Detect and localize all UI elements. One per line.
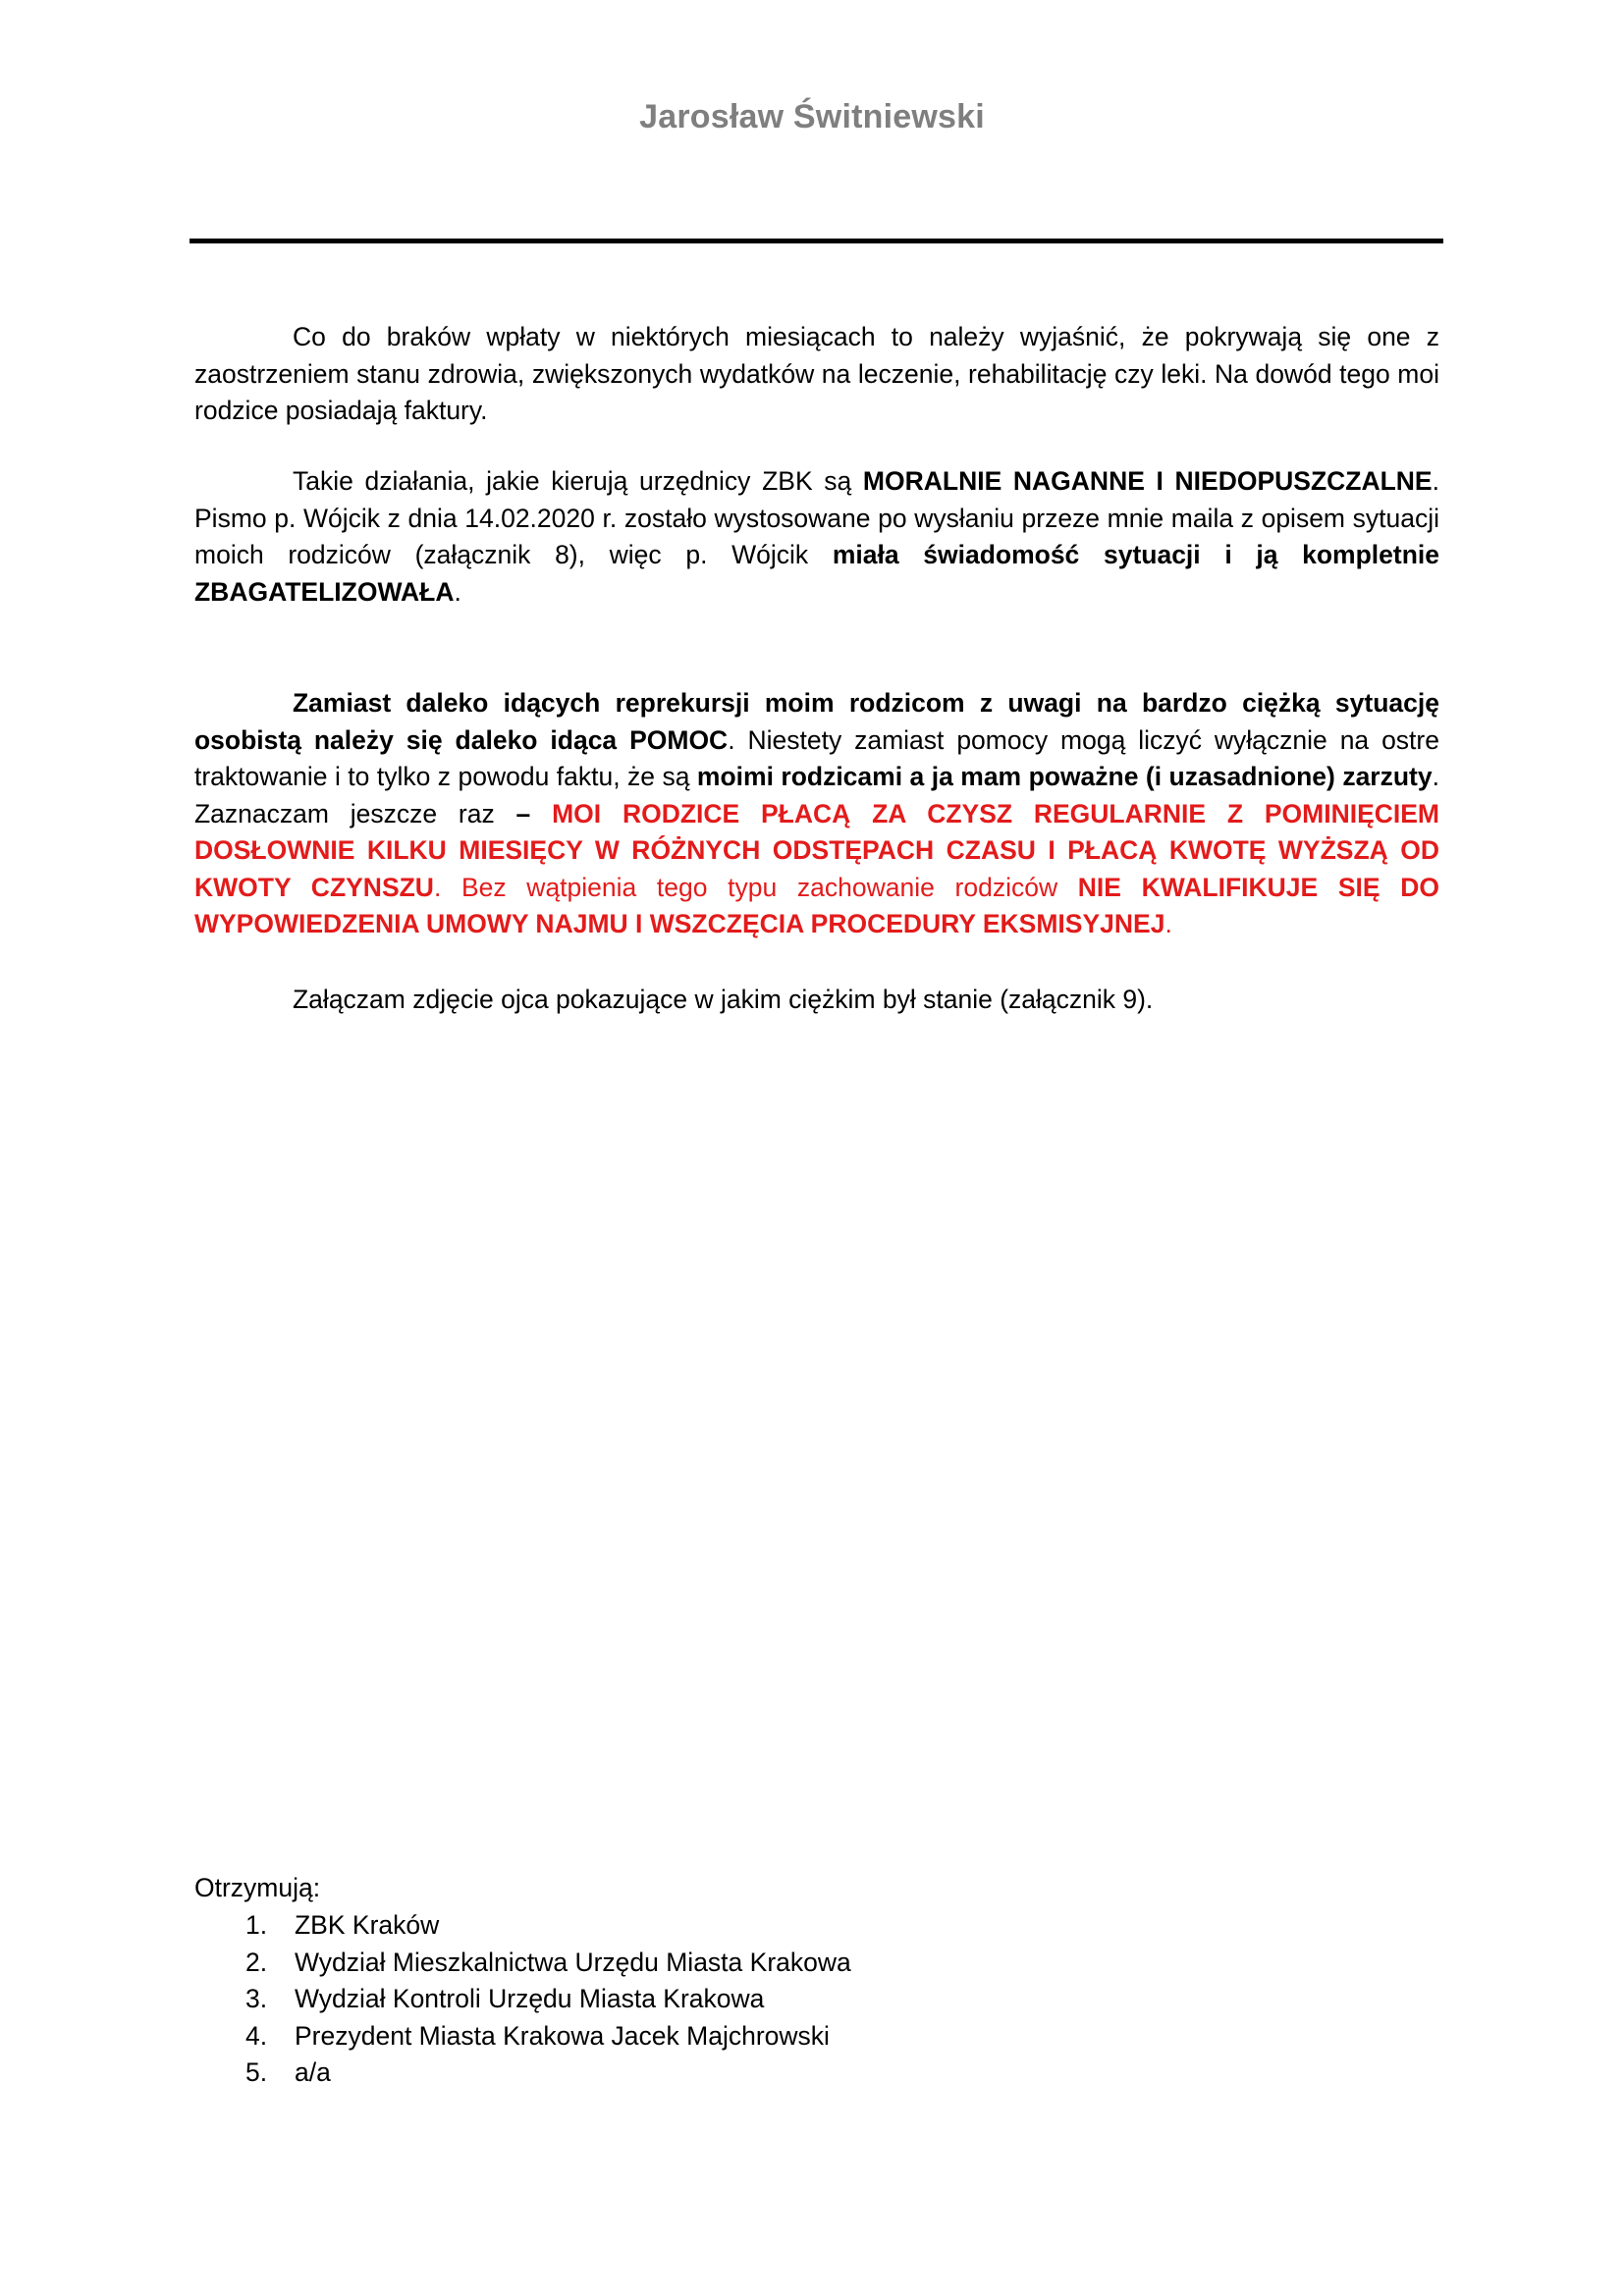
paragraph-2-bold: MORALNIE NAGANNE I NIEDOPUSZCZALNE <box>862 466 1433 496</box>
paragraph-3-text: . Zaznaczam jeszcze raz <box>194 762 1439 828</box>
recipient-item <box>194 1981 851 2018</box>
paragraph-3-text: . Niestety zamiast pomocy mogą liczyć wyłącznie na ostre traktowanie i to tylko z powodu faktu, że są <box>194 724 1439 791</box>
recipients-list <box>194 1907 851 2092</box>
recipient-number: 4. <box>245 2020 268 2051</box>
header-rule <box>189 239 1443 243</box>
paragraph-3-red-bold: MOI RODZICE PŁACĄ ZA CZYSZ REGULARNIE Z POMINIĘCIEM DOSŁOWNIE KILKU MIESIĘCY W RÓŻNYCH ODSTĘPACH CZASU I PŁACĄ KWOTĘ WYŻSZĄ OD KWOTY CZYNSZU <box>194 798 1440 902</box>
recipient-name: Wydział Mieszkalnictwa Urzędu Miasta Krakowa <box>295 1947 851 1977</box>
paragraph-2-text: . <box>454 576 461 607</box>
paragraph-3-red-bold: NIE KWALIFIKUJE SIĘ DO WYPOWIEDZENIA UMOWY NAJMU I WSZCZĘCIA PROCEDURY EKSMISYJNEJ <box>194 872 1439 938</box>
paragraph-3-bold: Zamiast daleko idących reprekursji moim rodzicom z uwagi na bardzo ciężką sytuację osobistą należy się daleko idąca POMOC <box>194 688 1439 755</box>
author-name: Jarosław Świtniewski <box>639 98 985 135</box>
recipient-number: 1. <box>245 1910 268 1940</box>
paragraph-4: Załączam zdjęcie ojca pokazujące w jakim ciężkim był stanie (załącznik 9). <box>293 985 1154 1014</box>
recipient-number: 3. <box>245 1984 268 2013</box>
recipient-item <box>194 1945 851 1982</box>
paragraph-3-red-text: . <box>1164 909 1172 938</box>
paragraph-3-bold: moimi rodzicami a ja mam poważne (i uzasadnione) zarzuty <box>696 762 1433 791</box>
recipients-title: Otrzymują: <box>194 1873 321 1902</box>
recipient-item <box>194 2055 851 2092</box>
paragraph-2-text: . Pismo p. Wójcik z dnia 14.02.2020 r. zostało wystosowane po wysłaniu przeze mnie maila z opisem sytuacji moich rodziców (załącznik 8), więc p. Wójcik <box>194 466 1439 569</box>
recipient-name: Wydział Kontroli Urzędu Miasta Krakowa <box>295 1984 765 2013</box>
recipient-name: ZBK Kraków <box>295 1910 440 1940</box>
recipient-name: a/a <box>295 2057 331 2087</box>
paragraph-3-red-text: . Bez wątpienia tego typu zachowanie rodziców <box>433 872 1078 902</box>
paragraph-3-dash: – <box>515 798 531 828</box>
recipient-item <box>194 2018 851 2056</box>
recipient-item <box>194 1907 851 1945</box>
paragraph-2-text: Takie działania, jakie kierują urzędnicy ZBK są <box>293 466 863 496</box>
paragraph-1: Co do braków wpłaty w niektórych miesiącach to należy wyjaśnić, że pokrywają się one z zaostrzeniem stanu zdrowia, zwiększonych wydatków na leczenie, rehabilitację czy leki. Na dowód tego moi rodzice posiadają faktury. <box>194 322 1439 425</box>
recipient-name: Prezydent Miasta Krakowa Jacek Majchrowski <box>295 2020 830 2051</box>
recipient-number: 2. <box>245 1947 268 1977</box>
paragraph-3 <box>194 685 1439 943</box>
recipient-number: 5. <box>245 2057 268 2087</box>
paragraph-2-bold: miała świadomość sytuacji i ją kompletnie ZBAGATELIZOWAŁA <box>194 540 1440 607</box>
paragraph-2 <box>194 463 1439 611</box>
